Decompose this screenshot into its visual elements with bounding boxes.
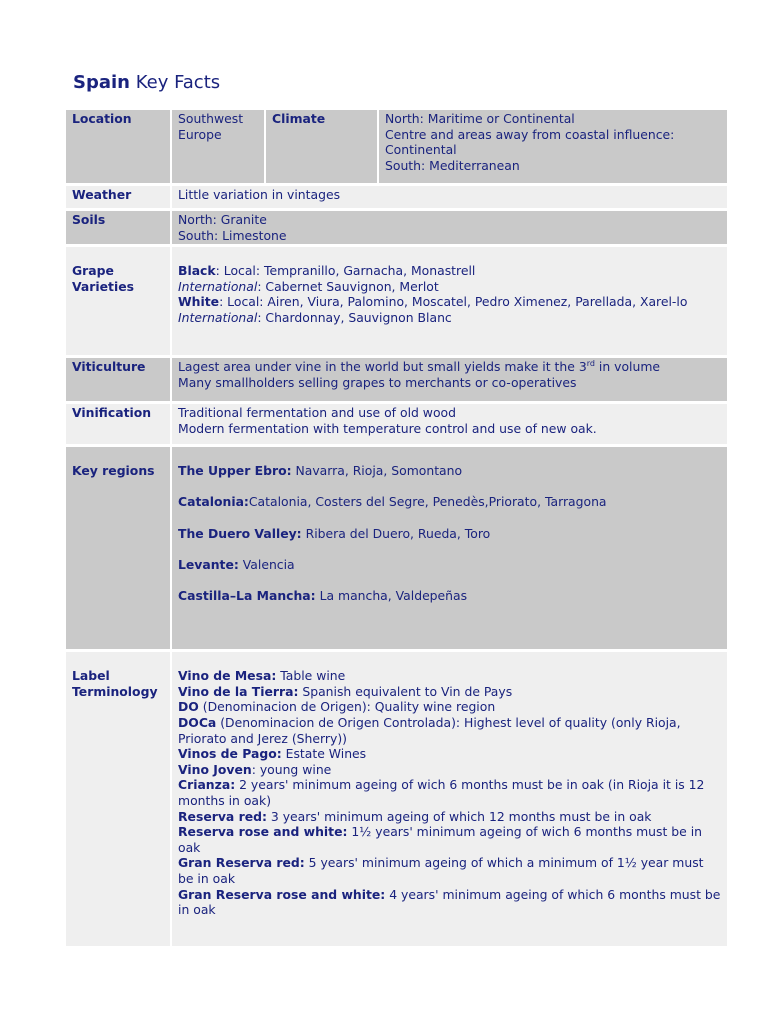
- region-value: Ribera del Duero, Rueda, Toro: [301, 525, 491, 541]
- label-key-regions: Key regions: [66, 447, 170, 649]
- intl-label: International: [178, 309, 258, 325]
- label-climate: Climate: [264, 110, 377, 183]
- grape-white: [178, 294, 721, 310]
- label-location: Location: [66, 110, 170, 183]
- value-location: [170, 110, 264, 183]
- row-soils: [66, 211, 727, 244]
- region-item: [178, 494, 721, 510]
- viticulture-post: in volume: [594, 359, 661, 375]
- term-name: Reserva rose and white:: [178, 824, 348, 840]
- intl-value: : Chardonnay, Sauvignon Blanc: [257, 309, 452, 325]
- grape-intl-white: [178, 310, 721, 326]
- title-country: Spain: [73, 72, 130, 93]
- term-item: [178, 746, 721, 762]
- term-desc: (Denominacion de Origen Controlada): Highest level of quality (only Rioja, Priorato and Jerez (Sherry)): [178, 714, 681, 746]
- value-vinification: [170, 404, 727, 444]
- white-label: White: [178, 294, 220, 310]
- region-name: The Duero Valley:: [178, 525, 302, 541]
- black-label: Black: [178, 263, 216, 279]
- row-weather: [66, 186, 727, 208]
- region-name: The Upper Ebro:: [178, 463, 292, 479]
- region-item: [178, 526, 721, 542]
- term-name: DOCa: [178, 714, 217, 730]
- term-name: Gran Reserva red:: [178, 855, 305, 871]
- term-item: [178, 809, 721, 825]
- grape-intl-red: [178, 279, 721, 295]
- region-item: [178, 588, 721, 604]
- key-facts-table: [66, 107, 727, 949]
- region-value: La mancha, Valdepeñas: [315, 587, 468, 603]
- viticulture-pre: Lagest area under vine in the world but small yields make it the 3: [178, 359, 587, 375]
- term-name: Reserva red:: [178, 808, 267, 824]
- value-weather: Little variation in vintages: [170, 186, 727, 208]
- term-item: [178, 824, 721, 855]
- grape-label-line: Varieties: [72, 278, 134, 294]
- row-key-regions: [66, 447, 727, 649]
- row-label-terminology: [66, 652, 727, 946]
- row-vinification: [66, 404, 727, 444]
- viticulture-sup: rd: [586, 359, 595, 369]
- grape-label-line: Grape: [72, 263, 114, 279]
- term-desc: (Denominacion de Origen): Quality wine region: [198, 699, 496, 715]
- region-name: Catalonia:: [178, 494, 249, 510]
- viticulture-line: [178, 359, 721, 375]
- vinification-line: Modern fermentation with temperature control and use of new oak.: [178, 420, 597, 436]
- label-weather: Weather: [66, 186, 170, 208]
- term-desc: 3 years' minimum ageing of which 12 months must be in oak: [266, 808, 652, 824]
- term-item: [178, 684, 721, 700]
- value-climate: [377, 110, 727, 183]
- term-item: [178, 855, 721, 886]
- label-viticulture: Viticulture: [66, 358, 170, 401]
- region-item: [178, 557, 721, 573]
- term-desc: Table wine: [276, 668, 346, 684]
- label-grape-varieties: [66, 247, 170, 355]
- term-item: [178, 777, 721, 808]
- value-viticulture: [170, 358, 727, 401]
- intl-value: : Cabernet Sauvignon, Merlot: [257, 278, 439, 294]
- title-rest: Key Facts: [135, 72, 221, 93]
- value-key-regions: [170, 447, 727, 649]
- region-value: Navarra, Rioja, Somontano: [291, 463, 463, 479]
- vinification-line: Traditional fermentation and use of old wood: [178, 405, 456, 421]
- term-desc: Spanish equivalent to Vin de Pays: [298, 683, 513, 699]
- climate-line: North: Maritime or Continental: [385, 111, 575, 126]
- term-name: Vino Joven: [178, 761, 252, 777]
- term-item: [178, 762, 721, 778]
- term-name: Vino de Mesa:: [178, 668, 277, 684]
- soils-line: South: Limestone: [178, 227, 287, 243]
- term-item: [178, 699, 721, 715]
- label-soils: Soils: [66, 211, 170, 244]
- region-item: [178, 463, 721, 479]
- row-viticulture: [66, 358, 727, 401]
- page-title: [73, 72, 220, 93]
- term-name: Vinos de Pago:: [178, 746, 282, 762]
- label-vinification: Vinification: [66, 404, 170, 444]
- term-item: [178, 715, 721, 746]
- term-desc: 4 years' minimum ageing of which 6 months must be in oak: [178, 886, 721, 918]
- term-name: Gran Reserva rose and white:: [178, 886, 386, 902]
- term-name: Crianza:: [178, 777, 236, 793]
- climate-line: Centre and areas away from coastal influence:: [385, 126, 675, 142]
- term-desc: 1½ years' minimum ageing of wich 6 months must be in oak: [178, 824, 702, 855]
- terminology-label-line: Terminology: [72, 683, 158, 699]
- value-label-terminology: [170, 652, 727, 946]
- region-value: Catalonia, Costers del Segre, Penedès,Priorato, Tarragona: [248, 494, 607, 510]
- term-item: [178, 668, 721, 684]
- grape-black: [178, 263, 721, 279]
- value-grape-varieties: [170, 247, 727, 355]
- term-desc: : young wine: [251, 761, 332, 777]
- climate-line: Continental: [385, 142, 457, 158]
- intl-label: International: [178, 278, 258, 294]
- location-line: Southwest: [178, 111, 244, 126]
- region-name: Castilla–La Mancha:: [178, 587, 316, 603]
- location-line: Europe: [178, 126, 222, 142]
- term-desc: 5 years' minimum ageing of which a minimum of 1½ year must be in oak: [178, 855, 704, 886]
- region-name: Levante:: [178, 556, 239, 572]
- viticulture-line: Many smallholders selling grapes to merchants or co-operatives: [178, 374, 577, 390]
- black-value: : Local: Tempranillo, Garnacha, Monastrell: [215, 263, 476, 279]
- label-label-terminology: [66, 652, 170, 946]
- term-name: DO: [178, 699, 199, 715]
- soils-line: North: Granite: [178, 212, 267, 227]
- term-desc: 2 years' minimum ageing of wich 6 months must be in oak (in Rioja it is 12 months in oak): [178, 777, 705, 808]
- row-location: [66, 110, 727, 183]
- white-value: : Local: Airen, Viura, Palomino, Moscatel, Pedro Ximenez, Parellada, Xarel-lo: [219, 294, 688, 310]
- region-value: Valencia: [238, 556, 295, 572]
- term-name: Vino de la Tierra:: [178, 683, 299, 699]
- climate-line: South: Mediterranean: [385, 157, 520, 173]
- value-soils: [170, 211, 727, 244]
- term-item: [178, 887, 721, 918]
- terminology-label-line: Label: [72, 668, 110, 684]
- row-grape-varieties: [66, 247, 727, 355]
- term-desc: Estate Wines: [281, 746, 367, 762]
